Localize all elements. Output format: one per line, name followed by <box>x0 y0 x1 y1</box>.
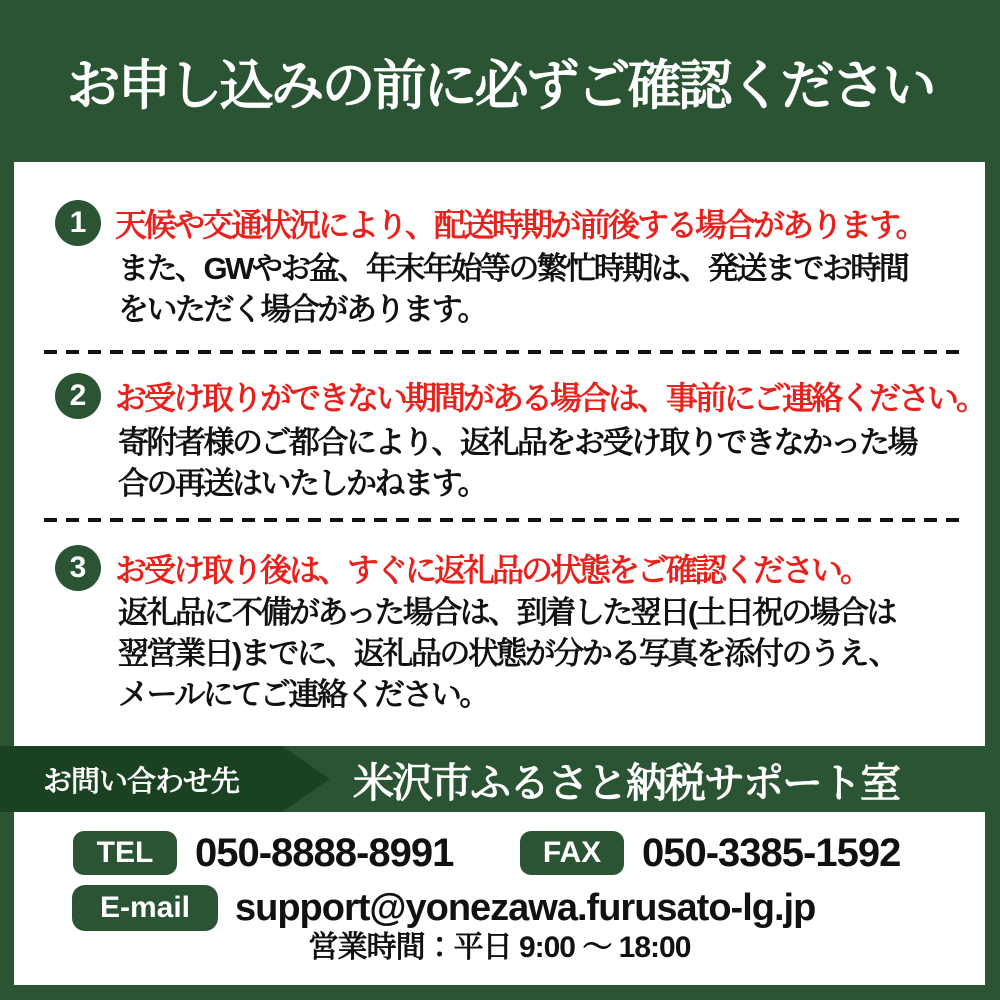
item-number-badge-2: 2 <box>55 373 101 419</box>
item-number-badge-3: 3 <box>55 545 101 591</box>
note-item-2-body <box>118 422 975 504</box>
note-item-1-body <box>118 248 975 330</box>
note-item-1-head <box>55 200 975 246</box>
dashed-divider-1 <box>44 350 961 354</box>
notes-panel <box>14 162 985 746</box>
business-hours: 営業時間：平日 9:00 ～ 18:00 <box>308 931 691 964</box>
tel-number: 050-8888-8991 <box>195 831 454 875</box>
note-item-3-body-line-3: メールにてご連絡ください。 <box>118 677 488 712</box>
note-item-1-heading: 天候や交通状況により、配送時期が前後する場合があります。 <box>115 207 925 243</box>
note-item-3-head <box>55 545 975 591</box>
note-item-3-heading: お受け取り後は、すぐに返礼品の状態をご確認ください。 <box>115 552 870 588</box>
tel-badge: TEL <box>73 831 177 875</box>
page-title: お申し込みの前に必ずご確認ください <box>66 56 934 116</box>
note-item-3-body-line-1: 返礼品に不備があった場合は、到着した翌日(土日祝の場合は <box>118 595 896 630</box>
contact-band <box>0 746 1000 812</box>
item-number-badge-1: 1 <box>55 200 101 246</box>
fax-badge: FAX <box>520 831 624 875</box>
dashed-divider-2 <box>44 518 961 522</box>
fax-number: 050-3385-1592 <box>642 831 901 875</box>
note-item-2-body-line-1: 寄附者様のご都合により、返礼品をお受け取りできなかった場 <box>118 425 916 460</box>
contact-panel <box>14 812 985 985</box>
contact-label: お問い合わせ先 <box>42 765 239 798</box>
email-address: support@yonezawa.furusato-lg.jp <box>235 887 816 929</box>
note-item-1-body-line-2: をいただく場合があります。 <box>118 292 487 327</box>
contact-band-title: 米沢市ふるさと納税サポート室 <box>353 759 899 806</box>
note-item-2-body-line-2: 合の再送はいたしかねます。 <box>118 466 487 501</box>
note-item-2-heading: お受け取りができない期間がある場合は、事前にご連絡ください。 <box>115 380 986 416</box>
note-item-3-body-line-2: 翌営業日)までに、返礼品の状態が分かる写真を添付のうえ、 <box>118 636 898 671</box>
email-badge: E-mail <box>72 885 218 931</box>
note-item-2-head <box>55 373 986 419</box>
note-item-1-body-line-1: また、GWやお盆、年末年始等の繁忙時期は、発送までお時間 <box>118 251 908 286</box>
note-item-3-body <box>118 592 975 715</box>
